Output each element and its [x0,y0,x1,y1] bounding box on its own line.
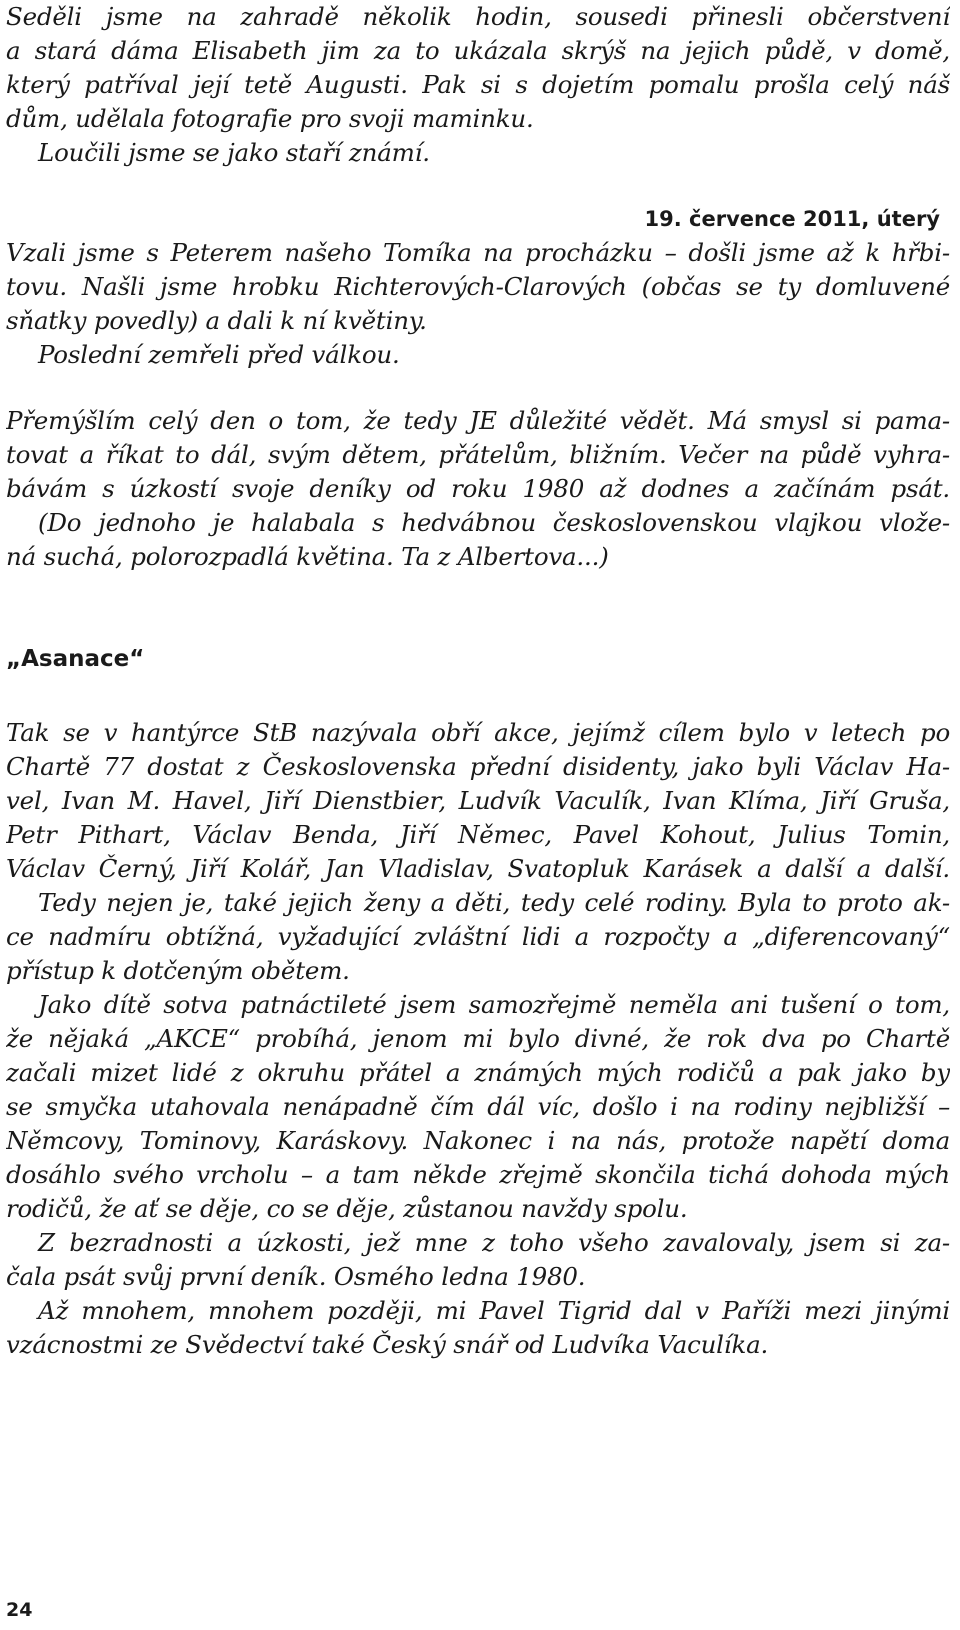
text-line: dosáhlo svého vrcholu – a tam někde zřejmě skončila tichá dohoda mých [6,1160,950,1189]
text-line: že nějaká „AKCE“ probíhá, jenom mi bylo divné, že rok dva po Chartě [6,1024,950,1053]
page-content [6,0,950,1362]
text-line: Poslední zemřeli před válkou. [38,340,400,369]
text-line: čala psát svůj první deník. Osmého ledna 1980. [6,1262,586,1291]
text-line: Chartě 77 dostat z Československa přední disidenty, jako byli Václav Ha- [6,752,950,781]
text-line: Tedy nejen je, také jejich ženy a děti, tedy celé rodiny. Byla to proto ak- [38,888,950,917]
text-line: se smyčka utahovala nenápadně čím dál víc, došlo i na rodiny nejbližší – [6,1092,950,1121]
text-line: ná suchá, polorozpadlá květina. Ta z Albertova...) [6,542,609,571]
text-line: Z bezradnosti a úzkosti, jež mne z toho všeho zavalovaly, jsem si za- [38,1228,950,1257]
text-line: Přemýšlím celý den o tom, že tedy JE důležité vědět. Má smysl si pama- [6,406,950,435]
paragraph-asanace [6,716,950,1362]
text-line: Seděli jsme na zahradě několik hodin, sousedi přinesli občerstvení [6,2,950,31]
text-line: a stará dáma Elisabeth jim za to ukázala skrýš na jejich půdě, v domě, [6,36,950,65]
entry-date: 19. července 2011, úterý [644,207,940,231]
text-line: vel, Ivan M. Havel, Jiří Dienstbier, Ludvík Vaculík, Ivan Klíma, Jiří Gruša, [6,786,950,815]
text-line: sňatky povedly) a dali k ní květiny. [6,306,427,335]
text-line: dům, udělala fotografie pro svoji maminku. [6,104,534,133]
text-line: Petr Pithart, Václav Benda, Jiří Němec, Pavel Kohout, Julius Tomin, [6,820,950,849]
text-line: (Do jednoho je halabala s hedvábnou československou vlajkou vlože- [38,508,950,537]
text-line: Václav Černý, Jiří Kolář, Jan Vladislav, Svatopluk Karásek a další a další. [6,854,950,883]
text-line: Vzali jsme s Peterem našeho Tomíka na procházku – došli jsme až k hřbi- [6,238,950,267]
text-line: přístup k dotčeným obětem. [6,956,350,985]
text-line: Němcovy, Tominovy, Karáskovy. Nakonec i na nás, protože napětí doma [6,1126,950,1155]
text-line: který patříval její tetě Augusti. Pak si s dojetím pomalu prošla celý náš [6,70,950,99]
text-line: tovu. Našli jsme hrobku Richterových-Clarových (občas se ty domluvené [6,272,950,301]
text-line: Tak se v hantýrce StB nazývala obří akce, jejímž cílem bylo v letech po [6,718,950,747]
text-line: rodičů, že ať se děje, co se děje, zůstanou navždy spolu. [6,1194,688,1223]
text-line: Jako dítě sotva patnáctileté jsem samozřejmě neměla ani tušení o tom, [38,990,950,1019]
paragraph-garden [6,0,950,170]
text-line: Až mnohem, mnohem později, mi Pavel Tigrid dal v Paříži mezi jinými [38,1296,950,1325]
paragraph-cemetery [6,236,950,372]
text-line: Loučili jsme se jako staří známí. [38,138,430,167]
page-number: 24 [6,1599,33,1621]
paragraph-reflection [6,404,950,574]
text-line: tovat a říkat to dál, svým dětem, přátelům, bližním. Večer na půdě vyhra- [6,440,950,469]
text-line: bávám s úzkostí svoje deníky od roku 1980 až dodnes a začínám psát. [6,474,950,503]
section-title: „Asanace“ [6,646,145,672]
text-line: vzácnostmi ze Svědectví také Český snář od Ludvíka Vaculíka. [6,1330,769,1359]
text-line: ce nadmíru obtížná, vyžadující zvláštní lidi a rozpočty a „diferencovaný“ [6,922,950,951]
text-line: začali mizet lidé z okruhu přátel a známých mých rodičů a pak jako by [6,1058,950,1087]
